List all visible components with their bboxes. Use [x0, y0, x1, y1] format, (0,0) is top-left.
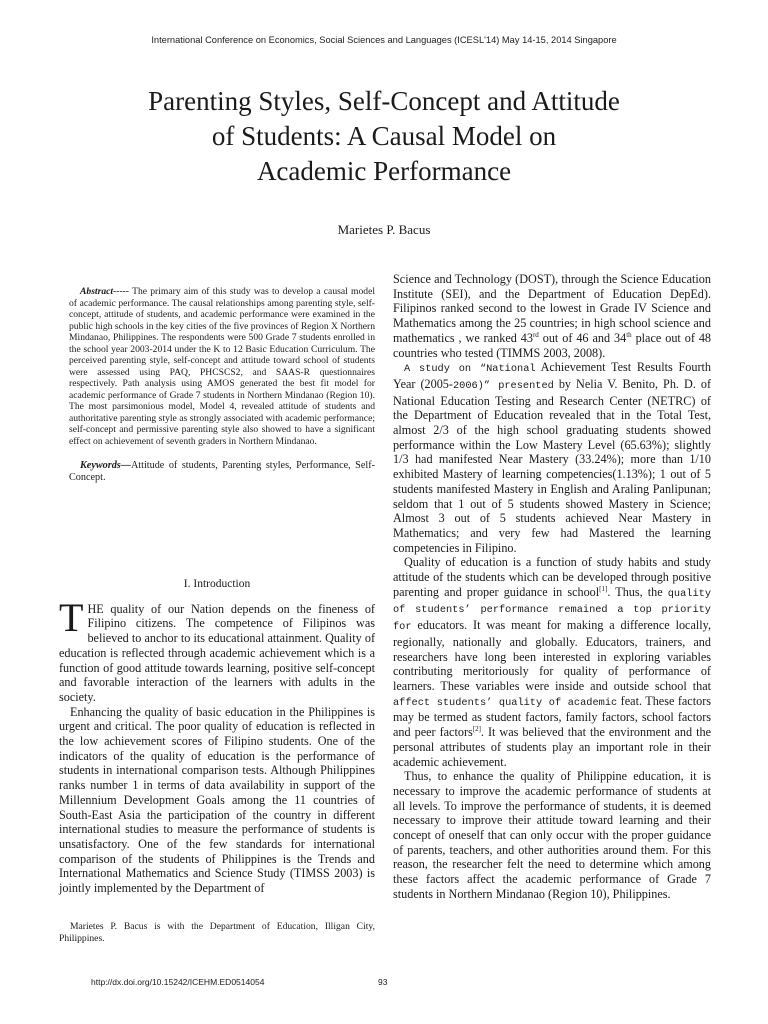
right-p2-mono-c: 2006)” presented — [452, 379, 554, 392]
right-column — [393, 272, 711, 902]
right-p3-text-b: . Thus, the — [607, 584, 668, 599]
right-p1-text-b: out of 46 and 34 — [538, 330, 627, 345]
right-p3-mono-e: affect students’ quality of academic — [393, 696, 618, 709]
citation-1: [1] — [599, 584, 608, 593]
keywords-text: Attitude of students, Parenting styles, Performance, Self- Concept. — [69, 460, 375, 483]
right-p3-text-f: feat. These factors may be termed as student factors, family factors, school factors and peer factors — [393, 693, 711, 740]
paper-title — [84, 84, 684, 189]
right-p3-text-g: . It was believed that the environment and the personal attributes of students play an important role in their academic achievement. — [393, 725, 711, 769]
title-line-2: of Students: A Causal Model on — [211, 121, 557, 151]
title-line-1: Parenting Styles, Self-Concept and Attitude — [148, 86, 620, 116]
intro-paragraph-2: Enhancing the quality of basic education in the Philippines is urgent and critical. The poor quality of education is reflected in the low achievement scores of Filipino students. One of the indicators of the quality of education is the performance of students in international comparison tests. Although Philippines ranks number 1 in terms of data availability in support of the Millennium Development Goals among the 11 countries of South-East Asia the participation of the country in different international studies to measure the performance of students is unsatisfactory. One of the few standards for international comparison of the students of Philippines is the Trends and International Mathematics and Science Study (TIMSS 2003) is jointly implemented by the Department of — [59, 704, 375, 896]
abstract-paragraph — [69, 286, 375, 447]
abstract-block — [69, 286, 375, 484]
author-name: Marietes P. Bacus — [337, 222, 431, 237]
intro-paragraph-1 — [59, 594, 375, 705]
introduction-left — [59, 577, 375, 896]
superscript-th: th — [626, 330, 632, 339]
abstract-text: The primary aim of this study was to develop a causal model of academic performance. The causal relationships among parenting style, self-concept, attitude of students, and academic performance were examined in the public high schools in the key cities of the five provinces of Region X Northern Mindanao, Philippines. The respondents were 500 Grade 7 students enrolled in the school year 2003-2014 under the K to 12 Basic Education Curriculum. The perceived parenting style, self-concept and attitude toward school of students were assessed using PAQ, PHCSCS2, and SAAS-R questionnaires respectively. Path analysis using AMOS generated the best fit model for academic performance of Grade 7 students in Northern Mindanao (Region 10). The most parsimonious model, Model 4, revealed attitude of students and authoritative parenting style as strongly associated with academic performance; self-concept and permissive parenting style also showed to have a significant effect on achievement of seventh graders in Northern Mindanao. — [69, 286, 375, 447]
section-heading-introduction: I. Introduction — [183, 578, 251, 590]
intro-p1-text: HE quality of our Nation depends on the fineness of Filipino citizens. The competence of Filipinos was believed to anchor to its educational attainment. Quality of education is reflected through academic achievement which is a function of good attitude towards learning, positive self-concept and favorable interaction of the learners with adults in the society. — [59, 601, 375, 704]
right-p2-text-d: by Nelia V. Benito, Ph. D. of National Education Testing and Research Center (NETRC) of the Department of Education revealed that in the Total Test, almost 2/3 of the high school graduating students showed performance within the Low Mastery Level (65.63%); slightly 1/3 had manifested Near Mastery (33.24%); more than 1/10 exhibited Mastery of learning competencies(1.13%); 1 out of 5 students manifested Mastery in English and Araling Panlipunan; seldom that 1 out of 5 students showed Mastery in Science; Almost 3 out of 5 students achieved Near Mastery in Mathematics; and very few had Mastered the learning competencies in Filipino. — [393, 376, 711, 555]
page-number: 93 — [378, 977, 388, 987]
keywords-label: Keywords— — [80, 460, 131, 471]
right-p1-text-c: place out of 48 countries who tested (TIMMS 2003, 2008). — [393, 330, 712, 360]
right-paragraph-2 — [393, 360, 711, 555]
author-footnote: Marietes P. Bacus is with the Department of Education, Illigan City, Philippines. — [59, 921, 375, 944]
right-p1-text-a: Science and Technology (DOST), through the Science Education Institute (SEI), and the Department of Education DepEd). Filipinos ranked second to the lowest in Grade IV Science and Mathematics among the 25 countries; in high school science and mathematics , we ranked 43 — [393, 272, 711, 345]
citation-2: [2] — [472, 725, 481, 734]
right-p2-mono-a: A study on “National — [404, 363, 536, 376]
title-line-3: Academic Performance — [256, 156, 512, 186]
right-p3-text-d: educators. It was meant for making a difference locally, regionally, nationally and globally. Educators, trainers, and researchers have long been interested in exploring variables contributing meritoriously for quality of performance of learners. These variables were inside and outside school that — [393, 618, 711, 693]
superscript-rd: rd — [532, 330, 539, 339]
conference-header: International Conference on Economics, Social Sciences and Languages (ICESL'14) May 14-15, 2014 Singapore — [151, 35, 617, 45]
right-p3-mono-c: quality of students’ performance remained a top priority for — [393, 587, 712, 634]
right-paragraph-3 — [393, 555, 711, 769]
right-paragraph-1 — [393, 272, 711, 360]
abstract-label: Abstract----- — [80, 286, 130, 297]
right-p3-text-a: Quality of education is a function of study habits and study attitude of the students which can be developed through positive parenting and proper guidance in school — [393, 555, 711, 599]
drop-cap: T — [59, 594, 84, 640]
doi-link[interactable]: http://dx.doi.org/10.15242/ICEHM.ED0514054 — [91, 977, 265, 987]
right-p2-text-b: Achievement Test Results Fourth Year (2005- — [393, 360, 711, 391]
keywords-paragraph — [69, 460, 375, 484]
right-paragraph-4: Thus, to enhance the quality of Philippine education, it is necessary to improve the academic performance of students at all levels. To improve the performance of students, it is deemed necessary to improve their attitude toward learning and their concept of oneself that can only occur with the proper guidance of parents, teachers, and other authorities around them. For this reason, the researcher felt the need to determine which among these factors affect the academic performance of Grade 7 students in Northern Mindanao (Region 10), Philippines. — [393, 769, 711, 901]
